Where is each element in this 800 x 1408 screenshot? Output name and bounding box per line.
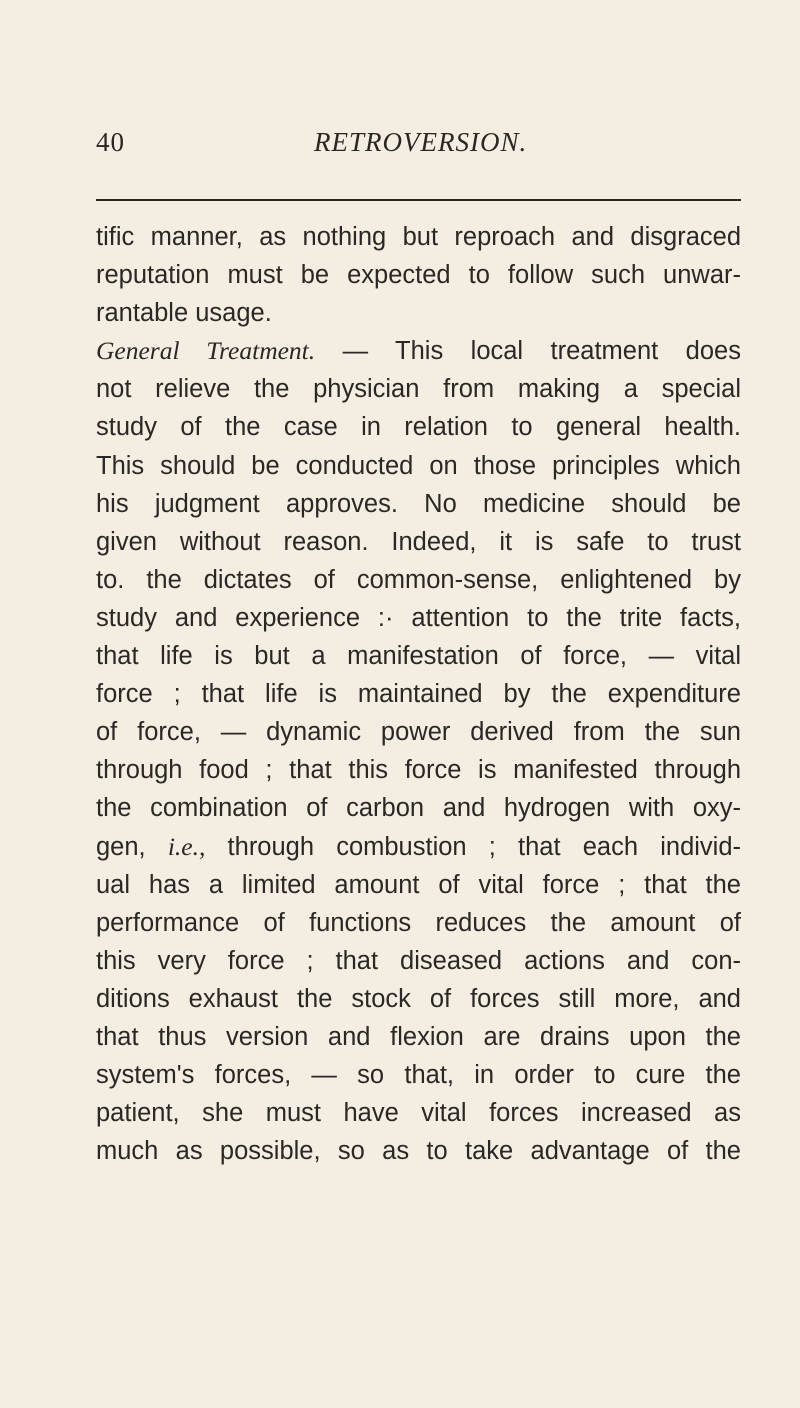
abbreviation-ie: i.e.,	[167, 831, 206, 861]
text-line: through food ; that this force is manifested through	[96, 756, 741, 785]
text-line: that thus version and flexion are drains upon the	[96, 1022, 741, 1051]
text-line: tific manner, as nothing but reproach and disgraced	[96, 223, 741, 251]
text-line: the combination of carbon and hydrogen with oxy-	[96, 794, 741, 823]
text-line: to. the dictates of common-sense, enlightened by	[96, 565, 741, 594]
header-rule	[96, 199, 741, 201]
text-line: patient, she must have vital forces increased as	[96, 1099, 741, 1128]
text-line: This should be conducted on those principles which	[96, 451, 741, 480]
text-line: ual has a limited amount of vital force ; that the	[96, 870, 741, 899]
text-line: given without reason. Indeed, it is safe to trust	[96, 527, 741, 556]
text-line: much as possible, so as to take advantage of the	[96, 1137, 741, 1166]
text-line: force ; that life is maintained by the expenditure	[96, 680, 741, 709]
text-line: reputation must be expected to follow such unwar-	[96, 261, 741, 290]
page-number: 40	[96, 127, 125, 157]
text-line: ditions exhaust the stock of forces still more, and	[96, 984, 741, 1013]
text-line: rantable usage.	[96, 299, 272, 328]
text-line: this very force ; that diseased actions and con-	[96, 946, 741, 975]
text-line: study of the case in relation to general health.	[96, 413, 741, 442]
text-line-with-heading	[96, 332, 741, 370]
page-header	[96, 127, 741, 167]
body-text	[96, 218, 741, 1170]
text-line: system's forces, — so that, in order to cure the	[96, 1061, 741, 1090]
section-heading: General Treatment.	[96, 336, 316, 366]
running-title: RETROVERSION.	[314, 127, 528, 157]
text-line: of force, — dynamic power derived from the sun	[96, 718, 741, 747]
text-line: that life is but a manifestation of force, — vital	[96, 642, 741, 671]
text-line: not relieve the physician from making a special	[96, 375, 741, 404]
text-line: his judgment approves. No medicine should be	[96, 489, 741, 518]
text-fragment: — This local treatment does	[342, 337, 741, 366]
text-fragment: through combustion ; that each individ-	[227, 832, 742, 861]
text-line-with-abbreviation	[96, 828, 741, 866]
text-line: performance of functions reduces the amount of	[96, 908, 741, 937]
text-fragment: gen,	[96, 832, 146, 861]
text-line: study and experience :· attention to the trite facts,	[96, 603, 741, 632]
